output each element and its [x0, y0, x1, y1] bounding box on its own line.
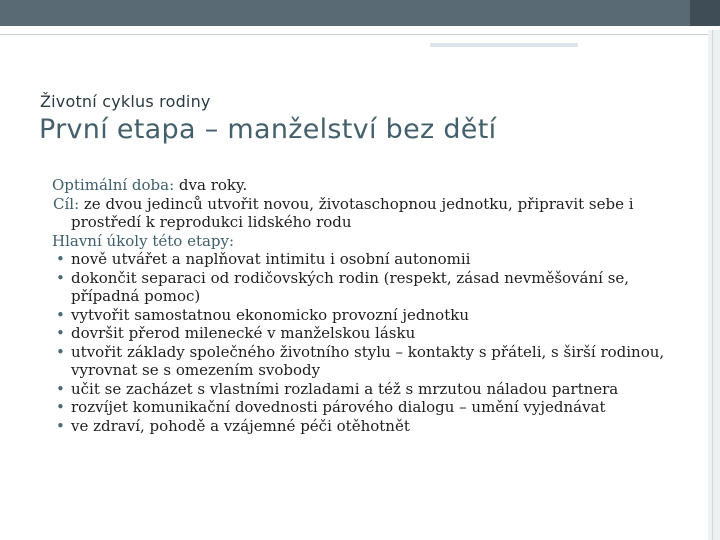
side-strip	[708, 30, 720, 540]
task-text: rozvíjet komunikační dovednosti párového dialogu – umění vyjednávat	[71, 398, 606, 416]
side-strip-line	[712, 30, 713, 540]
task-text: dokončit separaci od rodičovských rodin (respekt, zásad nevměšování se, případná pomoc)	[71, 268, 630, 305]
slide-title: První etapa – manželství bez dětí	[39, 114, 497, 145]
top-banner-corner	[690, 0, 720, 26]
task-text: nově utvářet a naplňovat intimitu i osobní autonomii	[71, 250, 471, 268]
bullet-icon: •	[56, 268, 65, 287]
optimal-duration-line	[53, 176, 693, 195]
bullet-icon: •	[56, 398, 65, 416]
tasks-label: Hlavní úkoly této etapy:	[52, 231, 235, 250]
slide-body	[53, 176, 693, 435]
task-text: vytvořit samostatnou ekonomicko provozní jednotku	[71, 305, 469, 324]
goal-value: ze dvou jedinců utvořit novou, životaschopnou jednotku, připravit sebe i prostředí k reprodukci lidského rodu	[71, 194, 634, 231]
goal-line	[53, 195, 693, 232]
optimal-duration-value: dva roky.	[174, 176, 248, 194]
slide-supertitle: Životní cyklus rodiny	[40, 92, 211, 111]
bullet-icon: •	[56, 250, 65, 268]
header-divider	[0, 34, 720, 35]
list-item	[53, 343, 693, 380]
bullet-icon: •	[56, 342, 65, 361]
top-banner	[0, 0, 690, 26]
list-item	[53, 417, 693, 436]
list-item	[53, 324, 693, 343]
bullet-icon: •	[56, 324, 65, 342]
list-item	[53, 398, 693, 417]
optimal-duration-label: Optimální doba:	[52, 176, 175, 194]
task-text: dovršit přerod milenecké v manželskou lásku	[71, 324, 416, 342]
list-item	[53, 306, 693, 325]
tasks-heading	[53, 232, 693, 251]
task-text: učit se zacházet s vlastními rozladami a též s mrzutou náladou partnera	[71, 379, 619, 398]
goal-label: Cíl:	[53, 194, 80, 213]
task-text: utvořit základy společného životního stylu – kontakty s přáteli, s širší rodinou, vyrovnat se s omezením svobody	[71, 342, 665, 379]
list-item	[53, 250, 693, 269]
list-item	[53, 380, 693, 399]
bullet-icon: •	[56, 305, 65, 324]
tasks-list	[53, 250, 693, 435]
accent-strip	[430, 43, 578, 47]
list-item	[53, 269, 693, 306]
bullet-icon: •	[56, 379, 65, 398]
bullet-icon: •	[56, 416, 65, 435]
task-text: ve zdraví, pohodě a vzájemné péči otěhotnět	[71, 416, 410, 435]
